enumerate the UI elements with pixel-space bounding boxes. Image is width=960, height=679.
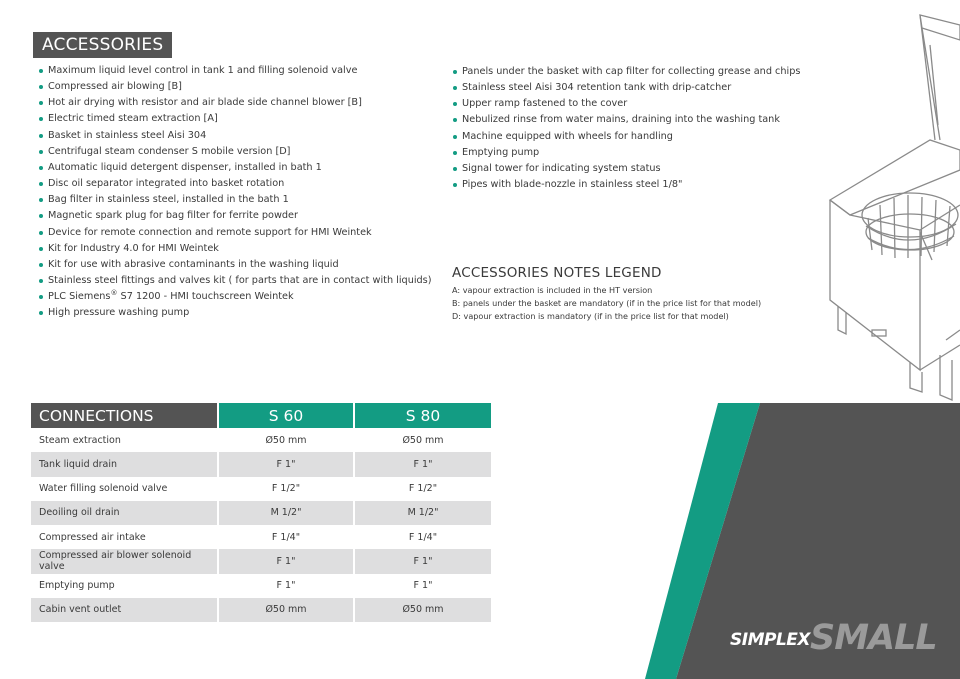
s80-value: F 1"	[413, 580, 433, 592]
table-header-row	[31, 403, 491, 428]
table-row	[31, 549, 491, 573]
connection-name: Compressed air intake	[31, 525, 218, 549]
note-line: B: panels under the basket are mandatory (if in the price list for that model)	[452, 298, 762, 308]
s80-value: F 1"	[354, 452, 491, 476]
s80-value: M 1/2"	[354, 501, 491, 525]
s80-value: F 1"	[354, 549, 491, 573]
list-item: Panels under the basket with cap filter for collecting grease and chips	[453, 64, 800, 80]
accessories-title: ACCESSORIES	[33, 32, 172, 58]
list-item-plc	[39, 289, 432, 305]
list-item: Upper ramp fastened to the cover	[453, 96, 800, 112]
s80-value: Ø50 mm	[402, 434, 444, 446]
list-item: Stainless steel fittings and valves kit ( for parts that are in contact with liquids)	[39, 273, 432, 289]
list-item: Magnetic spark plug for bag filter for ferrite powder	[39, 208, 432, 224]
list-item: Signal tower for indicating system status	[453, 161, 800, 177]
model-header-s60: S 60	[218, 403, 354, 428]
list-item: Disc oil separator integrated into basket rotation	[39, 176, 432, 192]
connection-name: Steam extraction	[31, 428, 218, 452]
list-item: Nebulized rinse from water mains, draining into the washing tank	[453, 112, 800, 128]
accessories-notes-legend	[452, 265, 761, 323]
s60-value: Ø50 mm	[218, 598, 354, 622]
table-row	[31, 598, 491, 622]
connection-name: Emptying pump	[31, 574, 218, 598]
table-row	[31, 525, 491, 549]
list-item: Maximum liquid level control in tank 1 and filling solenoid valve	[39, 63, 432, 79]
list-item: Compressed air blowing [B]	[39, 79, 432, 95]
connection-name: Deoiling oil drain	[31, 501, 218, 525]
accessories-left-list	[39, 63, 432, 322]
registered-mark: ®	[110, 289, 118, 298]
brand-small: SMALL	[810, 618, 937, 658]
note-line: D: vapour extraction is mandatory (if in the price list for that model)	[452, 311, 729, 321]
table-row	[31, 428, 491, 452]
brand-simplex: SIMPLEX	[730, 630, 810, 650]
list-item: Electric timed steam extraction [A]	[39, 111, 432, 127]
list-item: Bag filter in stainless steel, installed in the bath 1	[39, 192, 432, 208]
s80-value: F 1/4"	[408, 531, 438, 543]
list-item: High pressure washing pump	[39, 305, 432, 321]
s80-value: Ø50 mm	[354, 598, 491, 622]
plc-detail: S7 1200 - HMI touchscreen Weintek	[117, 291, 294, 303]
connection-name: Tank liquid drain	[31, 452, 218, 476]
list-item: Pipes with blade-nozzle in stainless steel 1/8"	[453, 177, 800, 193]
list-item: Machine equipped with wheels for handling	[453, 129, 800, 145]
accessories-right-list	[453, 64, 800, 193]
s60-value: F 1"	[218, 452, 354, 476]
notes-title: ACCESSORIES NOTES LEGEND	[452, 265, 662, 281]
list-item: Automatic liquid detergent dispenser, installed in bath 1	[39, 160, 432, 176]
s80-value: F 1/2"	[408, 483, 438, 495]
table-row	[31, 574, 491, 598]
table-row	[31, 501, 491, 525]
list-item: Device for remote connection and remote support for HMI Weintek	[39, 225, 432, 241]
s60-value: Ø50 mm	[218, 428, 354, 452]
model-header-s80: S 80	[354, 403, 491, 428]
s60-value: F 1"	[218, 574, 354, 598]
connection-name: Compressed air blower solenoid valve	[31, 549, 218, 573]
s60-value: F 1"	[218, 549, 354, 573]
list-item: Kit for use with abrasive contaminants in the washing liquid	[39, 257, 432, 273]
list-item: Stainless steel Aisi 304 retention tank with drip-catcher	[453, 80, 800, 96]
table-row	[31, 452, 491, 476]
machine-illustration	[810, 0, 960, 410]
list-item: Emptying pump	[453, 145, 800, 161]
table-row	[31, 477, 491, 501]
list-item: Kit for Industry 4.0 for HMI Weintek	[39, 241, 432, 257]
s60-value: F 1/4"	[218, 525, 354, 549]
note-line: A: vapour extraction is included in the HT version	[452, 285, 653, 295]
connection-name: Cabin vent outlet	[31, 598, 218, 622]
brand-logo	[730, 618, 937, 658]
list-item: Hot air drying with resistor and air blade side channel blower [B]	[39, 95, 432, 111]
list-item: Basket in stainless steel Aisi 304	[39, 128, 432, 144]
list-item: Centrifugal steam condenser S mobile version [D]	[39, 144, 432, 160]
connections-header: CONNECTIONS	[31, 403, 218, 428]
connection-name: Water filling solenoid valve	[31, 477, 218, 501]
plc-label: PLC Siemens	[48, 291, 111, 303]
s60-value: M 1/2"	[218, 501, 354, 525]
s60-value: F 1/2"	[218, 477, 354, 501]
connections-table	[31, 403, 491, 622]
